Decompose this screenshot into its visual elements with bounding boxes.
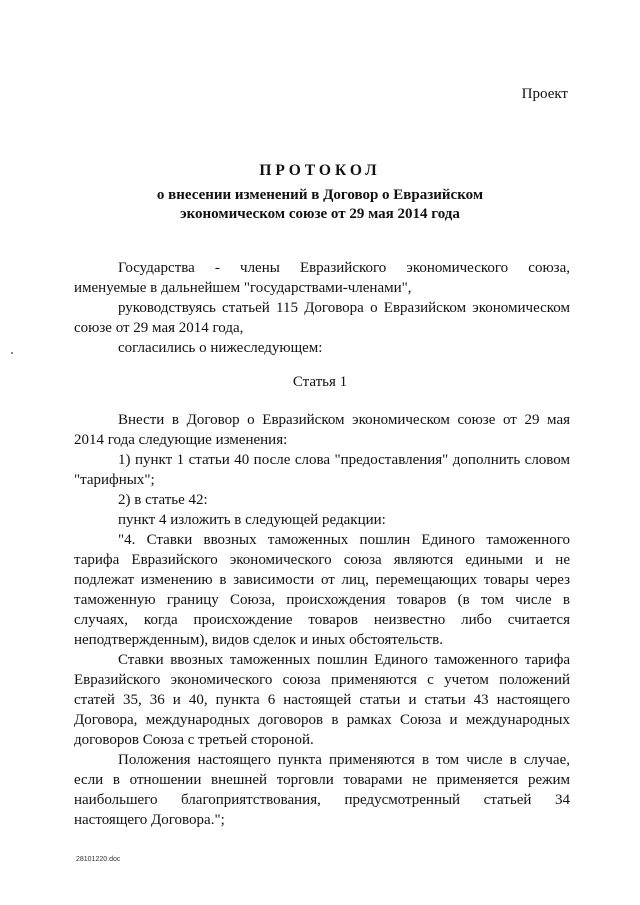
subtitle-line: экономическом союзе от 29 мая 2014 года [180,206,460,222]
document-title: ПРОТОКОЛ [259,162,381,179]
text-line: 2) в статье 42: [118,492,208,508]
draft-label: Проект [521,86,568,102]
document-subtitle [0,186,640,224]
subtitle-line: о внесении изменений в Договор о Евразийском [156,187,484,203]
article-heading: Статья 1 [292,374,348,390]
text-line: тарифа Евразийского экономического союза являются едиными и не [74,552,570,568]
text-line: таможенную границу Союза, происхождения товаров (в том числе в [74,592,570,608]
text-line: случаях, когда происхождение товаров неизвестно либо считается [74,612,570,628]
article-body [74,410,570,830]
text-line: согласились о нижеследующем: [118,340,323,356]
text-line: неподтвержденным), видов сделок и иных обстоятельств. [74,632,443,648]
text-line: 2014 года следующие изменения: [74,432,288,448]
text-line: Ставки ввозных таможенных пошлин Единого таможенного тарифа [118,652,570,668]
text-line: "тарифных"; [74,472,155,488]
text-line: настоящего Договора."; [74,812,225,828]
text-line: пункт 4 изложить в следующей редакции: [118,512,386,528]
text-line: Договора, международных договоров в рамках Союза и международных [74,712,570,728]
text-line: договоров Союза с третьей стороной. [74,732,314,748]
text-line: Внести в Договор о Евразийском экономическом союзе от 29 мая [118,412,570,428]
preamble [74,258,570,358]
text-line: наибольшего благоприятствования, предусмотренный статьей 34 [74,792,570,808]
text-line: именуемые в дальнейшем "государствами-членами", [74,280,412,296]
text-line: подлежат изменению в зависимости от лиц, перемещающих товары через [74,572,570,588]
text-line: если в отношении внешней торговли товарами не применяется режим [74,772,570,788]
text-line: руководствуясь статьей 115 Договора о Евразийском экономическом [118,300,570,316]
text-line: статей 35, 36 и 40, пункта 6 настоящей статьи и статьи 43 настоящего [74,692,570,708]
text-line: Государства - члены Евразийского экономического союза, [118,260,570,276]
text-line: союзе от 29 мая 2014 года, [74,320,244,336]
scan-mark [11,352,13,354]
text-line: Положения настоящего пункта применяются в том числе в случае, [118,752,570,768]
text-line: "4. Ставки ввозных таможенных пошлин Единого таможенного [118,532,570,548]
text-line: Евразийского экономического союза применяются с учетом положений [74,672,570,688]
file-label: 28101220.doc [76,856,121,863]
text-line: 1) пункт 1 статьи 40 после слова "предоставления" дополнить словом [118,452,570,468]
